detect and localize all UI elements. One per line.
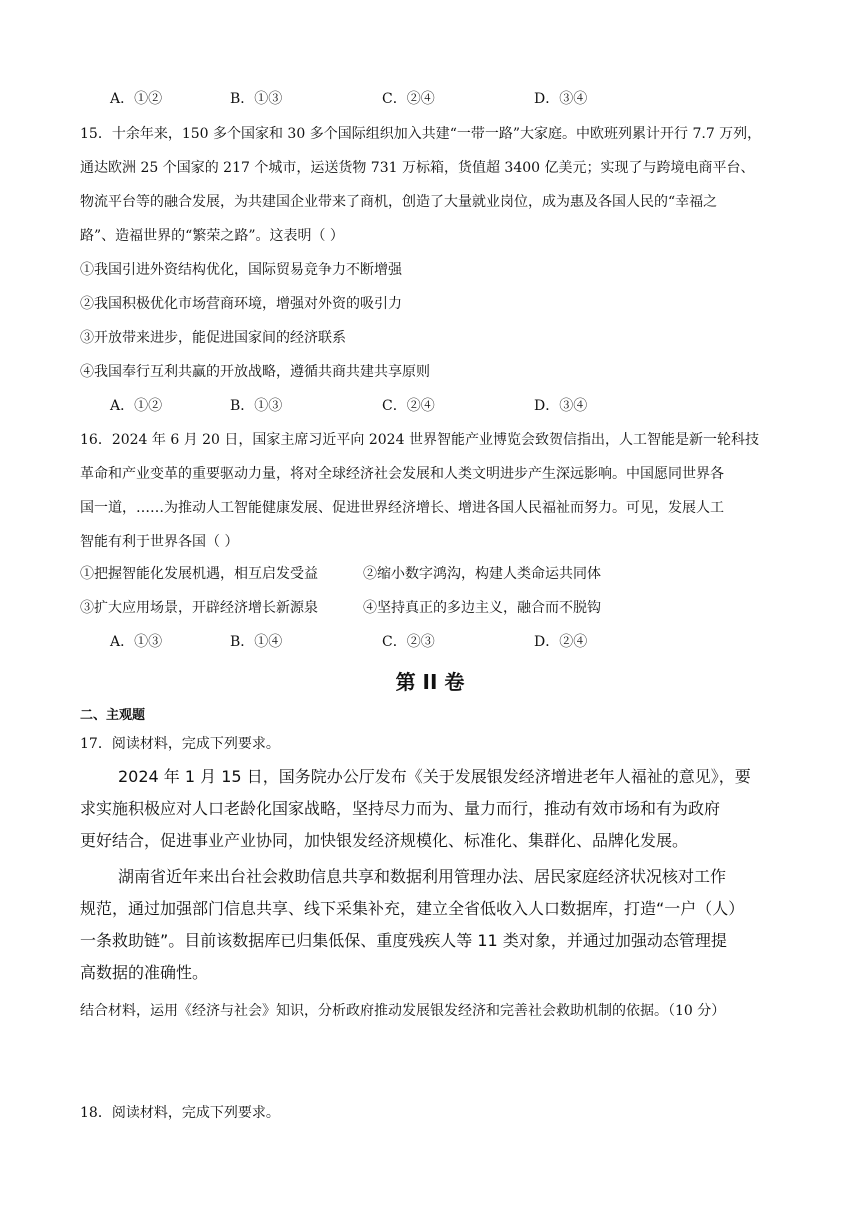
q15-option-b: B．①③	[230, 398, 283, 414]
q16-statement-1: ①把握智能化发展机遇，相互启发受益	[80, 566, 318, 582]
q17-material-line: 更好结合，促进事业产业协同，加快银发经济规模化、标准化、集群化、品牌化发展。	[80, 831, 689, 850]
q15-stem-line: 路”、造福世界的“繁荣之路”。这表明（ ）	[80, 228, 344, 244]
q17-intro: 17．阅读材料，完成下列要求。	[80, 736, 280, 752]
q15-statement-4: ④我国奉行互利共赢的开放战略，遵循共商共建共享原则	[80, 364, 430, 380]
q15-stem-line: 15．十余年来，150 多个国家和 30 多个国际组织加入共建“一带一路”大家庭。中欧班列累计开行 7.7 万列，	[80, 126, 762, 142]
q14-option-a: A．①②	[110, 91, 163, 107]
q17-material-line: 高数据的准确性。	[80, 963, 209, 982]
q16-statement-2: ②缩小数字鸿沟，构建人类命运共同体	[363, 566, 601, 582]
q14-option-b: B．①③	[230, 91, 283, 107]
q15-statement-2: ②我国积极优化市场营商环境，增强对外资的吸引力	[80, 296, 402, 312]
q14-option-c: C．②④	[382, 91, 435, 107]
q15-statement-1: ①我国引进外资结构优化，国际贸易竞争力不断增强	[80, 262, 402, 278]
q15-option-a: A．①②	[110, 398, 163, 414]
q17-material-line: 湖南省近年来出台社会救助信息共享和数据利用管理办法、居民家庭经济状况核对工作	[118, 867, 727, 886]
q16-stem-line: 16．2024 年 6 月 20 日，国家主席习近平向 2024 世界智能产业博览会致贺信指出，人工智能是新一轮科技	[80, 432, 759, 448]
q16-statement-4: ④坚持真正的多边主义，融合而不脱钩	[363, 600, 601, 616]
section-title: 二、主观题	[80, 708, 146, 723]
q17-task: 结合材料，运用《经济与社会》知识，分析政府推动发展银发经济和完善社会救助机制的依据。（10 分）	[80, 1003, 726, 1019]
q17-material-line: 2024 年 1 月 15 日，国务院办公厅发布《关于发展银发经济增进老年人福祉的意见》，要	[118, 767, 751, 786]
q14-options	[110, 89, 710, 109]
q15-stem-line: 通达欧洲 25 个国家的 217 个城市，运送货物 731 万标箱，货值超 3400 亿美元；实现了与跨境电商平台、	[80, 160, 755, 176]
q16-option-d: D．②④	[534, 634, 588, 650]
q17-material-line: 一条救助链”。目前该数据库已归集低保、重度残疾人等 11 类对象，并通过加强动态管理提	[80, 931, 727, 950]
q16-stem-line: 革命和产业变革的重要驱动力量，将对全球经济社会发展和人类文明进步产生深远影响。中国愿同世界各	[80, 466, 724, 482]
q16-stem-line: 智能有利于世界各国（ ）	[80, 534, 239, 550]
q16-options	[110, 632, 710, 652]
q16-statement-3: ③扩大应用场景，开辟经济增长新源泉	[80, 600, 318, 616]
q15-stem-line: 物流平台等的融合发展，为共建国企业带来了商机，创造了大量就业岗位，成为惠及各国人民的“幸福之	[80, 194, 718, 210]
q15-statement-3: ③开放带来进步，能促进国家间的经济联系	[80, 330, 346, 346]
q15-option-c: C．②④	[382, 398, 435, 414]
q15-options	[110, 396, 710, 416]
q16-option-b: B．①④	[230, 634, 283, 650]
q16-option-a: A．①③	[110, 634, 163, 650]
q16-stem-line: 国一道，……为推动人工智能健康发展、促进世界经济增长、增进各国人民福祉而努力。可见，发展人工	[80, 500, 724, 516]
q14-option-d: D．③④	[534, 91, 588, 107]
q17-material-line: 规范，通过加强部门信息共享、线下采集补充，建立全省低收入人口数据库，打造“一户（人）	[80, 899, 745, 918]
q16-statement-row	[80, 598, 780, 618]
q16-option-c: C．②③	[382, 634, 435, 650]
q16-statement-row	[80, 564, 780, 584]
q17-material-line: 求实施积极应对人口老龄化国家战略，坚持尽力而为、量力而行，推动有效市场和有为政府	[80, 799, 721, 818]
q15-option-d: D．③④	[534, 398, 588, 414]
part-heading: 第 II 卷	[395, 670, 465, 694]
q18-intro: 18．阅读材料，完成下列要求。	[80, 1105, 280, 1121]
